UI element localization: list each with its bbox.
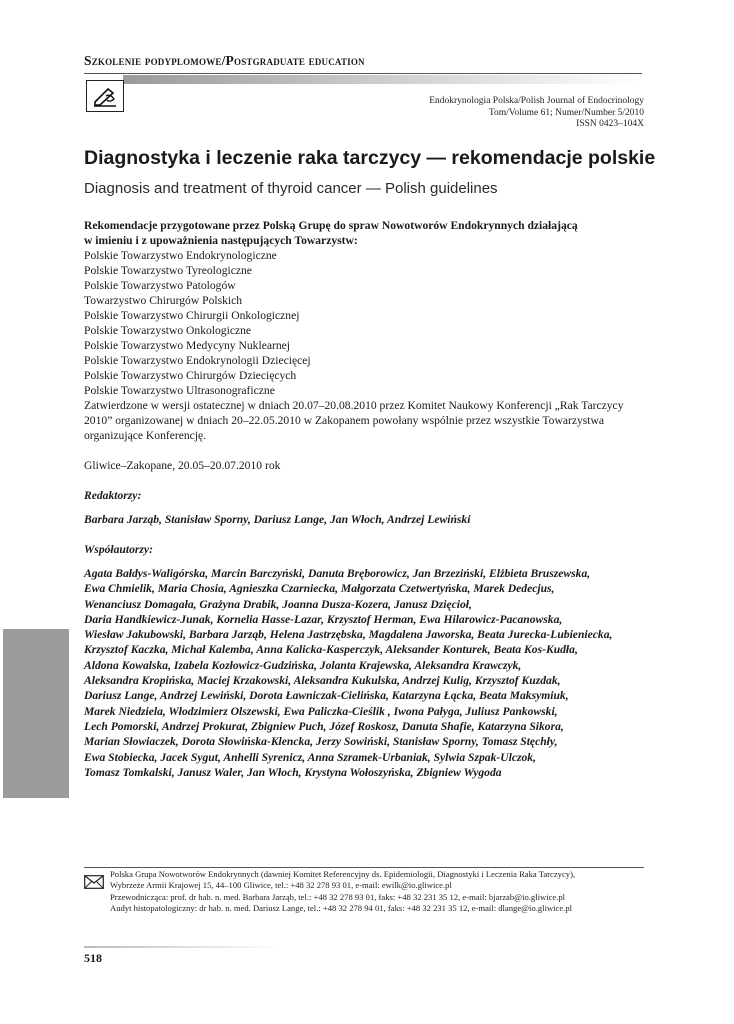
- society-item: Polskie Towarzystwo Onkologiczne: [84, 324, 252, 337]
- coauthors-line: Krzysztof Kaczka, Michał Kalemba, Anna Kalicka-Kasperczyk, Aleksander Konturek, Beata Kos-Kudła,: [84, 643, 578, 657]
- coauthors-line: Daria Handkiewicz-Junak, Kornelia Hasse-Lazar, Krzysztof Herman, Ewa Hilarowicz-Pacanowska,: [84, 612, 563, 626]
- society-list: [84, 248, 644, 398]
- coauthors-label: Współautorzy:: [84, 543, 153, 556]
- approval-line: organizujące Konferencję.: [84, 429, 207, 442]
- writing-hand-icon: [86, 80, 124, 112]
- coauthors-line: Agata Bałdys-Waligórska, Marcin Barczyński, Danuta Bręborowicz, Jan Brzeziński, Elżbieta Bruszewska,: [84, 567, 591, 580]
- society-item: Polskie Towarzystwo Endokrynologii Dziecięcej: [84, 354, 311, 367]
- footer-rule: [84, 867, 644, 868]
- intro-line: Rekomendacje przygotowane przez Polską Grupę do spraw Nowotworów Endokrynnych działającą: [84, 219, 578, 232]
- header-rule: [84, 73, 642, 74]
- intro-line: w imieniu i z upoważnienia następujących Towarzystw:: [84, 234, 358, 247]
- coauthors-line: Dariusz Lange, Andrzej Lewiński, Dorota Ławniczak-Cielińska, Katarzyna Łącka, Beata Maksymiuk,: [84, 689, 569, 703]
- article-body: [84, 218, 644, 780]
- coauthors-line: Wenanciusz Domagała, Grażyna Drabik, Joanna Dusza-Kozera, Janusz Dzięcioł,: [84, 597, 472, 611]
- footer-line: Audyt histopatologiczny: dr hab. n. med. Dariusz Lange, tel.: +48 32 278 94 01, faks: +48 32 231 35 12, e-mail: dlange@io.gliwice.pl: [110, 903, 573, 914]
- page-number-rule: [84, 946, 284, 948]
- journal-info: [429, 96, 644, 131]
- approval-paragraph: [84, 398, 644, 443]
- society-item: Polskie Towarzystwo Patologów: [84, 279, 236, 292]
- society-item: Polskie Towarzystwo Ultrasonograficzne: [84, 384, 275, 397]
- footer-line: Przewodnicząca: prof. dr hab. n. med. Barbara Jarząb, tel.: +48 32 278 93 01, faks: +48 32 231 35 12, e-mail: bjarzab@io.gliwice.pl: [110, 891, 566, 902]
- society-item: Polskie Towarzystwo Tyreologiczne: [84, 264, 252, 277]
- coauthors-line: Tomasz Tomkalski, Janusz Waler, Jan Włoch, Krystyna Wołoszyńska, Zbigniew Wygoda: [84, 765, 502, 779]
- journal-issn: ISSN 0423–104X: [576, 119, 644, 129]
- coauthors-line: Aleksandra Kropińska, Maciej Krzakowski, Aleksandra Kukulska, Andrzej Kulig, Krzysztof Kuzdak,: [84, 674, 561, 688]
- editors-label: Redaktorzy:: [84, 489, 142, 502]
- coauthors-line: Marek Niedziela, Włodzimierz Olszewski, Ewa Paliczka-Cieślik , Iwona Pałyga, Juliusz Pankowski,: [84, 704, 558, 718]
- article-title-english: Diagnosis and treatment of thyroid cancer — Polish guidelines: [84, 180, 498, 197]
- editors-names: Barbara Jarząb, Stanisław Sporny, Dariusz Lange, Jan Włoch, Andrzej Lewiński: [84, 513, 471, 526]
- society-item: Polskie Towarzystwo Endokrynologiczne: [84, 249, 277, 262]
- footer-line: Polska Grupa Nowotworów Endokrynnych (dawniej Komitet Referencyjny ds. Epidemiologii, Diagnostyki i Leczenia Raka Tarczycy),: [110, 869, 576, 879]
- approval-line: Zatwierdzone w wersji ostatecznej w dniach 20.07–20.08.2010 przez Komitet Naukowy Konferencji „Rak Tarczycy: [84, 399, 624, 412]
- coauthors-line: Ewa Chmielik, Maria Chosia, Agnieszka Czarniecka, Małgorzata Czetwertyńska, Marek Dedecjus,: [84, 582, 555, 596]
- journal-name: Endokrynologia Polska/Polish Journal of Endocrinology: [429, 96, 644, 106]
- correspondence-address: [110, 869, 575, 915]
- header-gradient-bar: [123, 75, 642, 84]
- society-item: Polskie Towarzystwo Medycyny Nuklearnej: [84, 339, 291, 352]
- footer-line: Wybrzeże Armii Krajowej 15, 44–100 Gliwice, tel.: +48 32 278 93 01, e-mail: ewilk@io.gliwice.pl: [110, 880, 452, 891]
- coauthors-line: Ewa Stobiecka, Jacek Sygut, Anhelli Syrenicz, Anna Szramek-Urbaniak, Sylwia Szpak-Ulczok,: [84, 750, 536, 764]
- coauthors-line: Marian Słowiaczek, Dorota Słowińska-Klencka, Jerzy Sowiński, Stanisław Sporny, Tomasz Stęchły,: [84, 735, 558, 749]
- coauthors-line: Lech Pomorski, Andrzej Prokurat, Zbigniew Puch, Józef Roskosz, Danuta Shafie, Katarzyna Sikora,: [84, 719, 564, 733]
- society-item: Polskie Towarzystwo Chirurgii Onkologicznej: [84, 309, 300, 322]
- coauthors-line: Aldona Kowalska, Izabela Kozłowicz-Gudzińska, Jolanta Krajewska, Aleksandra Krawczyk,: [84, 658, 522, 672]
- envelope-icon: [84, 875, 104, 889]
- approval-line: 2010” organizowanej w dniach 20–22.05.2010 w Zakopanem powołany wspólnie przez wszystkie Towarzystwa: [84, 414, 605, 427]
- section-title: Szkolenie podyplomowe/Postgraduate education: [84, 53, 365, 68]
- side-tab-marker: [3, 629, 69, 798]
- coauthors-list: [84, 566, 644, 780]
- page-number: 518: [84, 951, 102, 965]
- society-item: Towarzystwo Chirurgów Polskich: [84, 294, 243, 307]
- society-item: Polskie Towarzystwo Chirurgów Dziecięcych: [84, 369, 297, 382]
- place-date: Gliwice–Zakopane, 20.05–20.07.2010 rok: [84, 459, 281, 472]
- journal-volume: Tom/Volume 61; Numer/Number 5/2010: [488, 107, 644, 118]
- article-title-polish: Diagnostyka i leczenie raka tarczycy — rekomendacje polskie: [84, 147, 656, 169]
- coauthors-line: Wiesław Jakubowski, Barbara Jarząb, Helena Jastrzębska, Magdalena Jaworska, Beata Jurecka-Lubieniecka,: [84, 628, 613, 642]
